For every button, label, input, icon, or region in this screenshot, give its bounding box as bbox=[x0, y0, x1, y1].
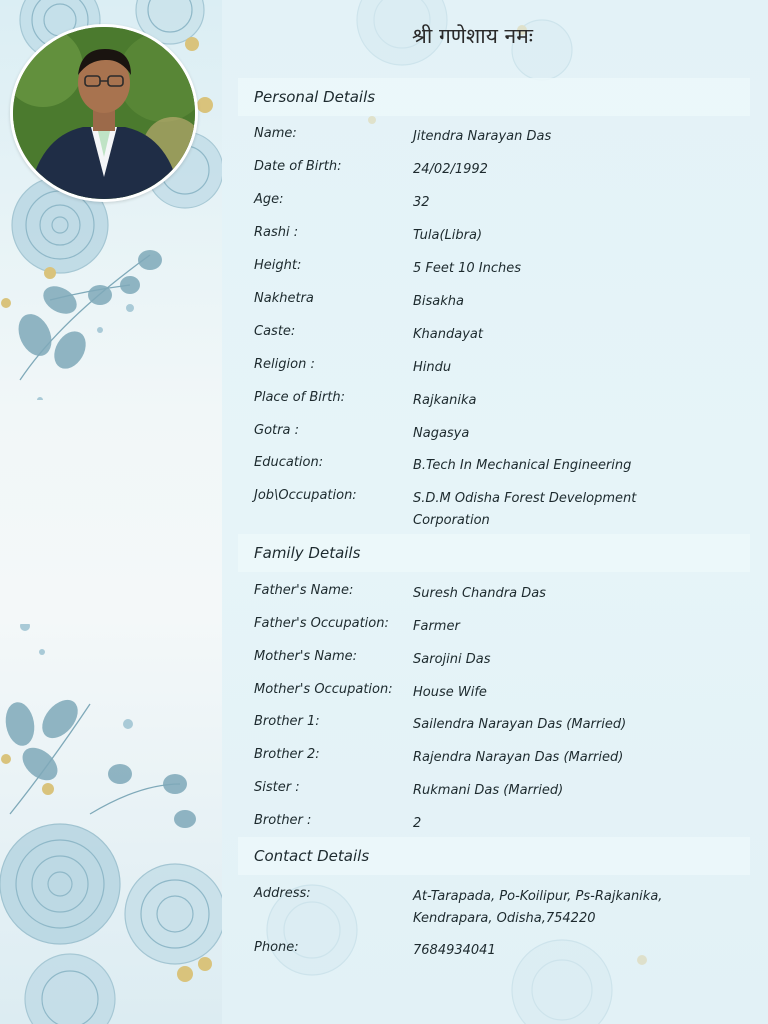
section-header-family: Family Details bbox=[238, 534, 750, 572]
row-value: 24/02/1992 bbox=[413, 162, 488, 177]
floral-sidebar bbox=[0, 0, 222, 1024]
row-label: Brother : bbox=[254, 813, 312, 828]
row-label: Brother 2: bbox=[254, 747, 320, 762]
person-photo-icon bbox=[13, 27, 195, 199]
row-label: Brother 1: bbox=[254, 714, 320, 729]
row-value: At-Tarapada, Po-Koilipur, Ps-Rajkanika, Kendrapara, Odisha,754220 bbox=[413, 889, 663, 926]
section-header-contact: Contact Details bbox=[238, 837, 750, 875]
row-value: Jitendra Narayan Das bbox=[413, 129, 552, 144]
row-label: Height: bbox=[254, 258, 302, 273]
row-value: 7684934041 bbox=[413, 943, 496, 958]
floral-decoration-bottom bbox=[0, 624, 222, 1024]
row-value: Rukmani Das (Married) bbox=[413, 783, 564, 798]
page-heading: श्री गणेशाय नमः bbox=[412, 24, 534, 48]
row-label: Gotra : bbox=[254, 423, 299, 438]
row-value: Rajendra Narayan Das (Married) bbox=[413, 750, 624, 765]
row-label: Caste: bbox=[254, 324, 296, 339]
section-header-personal: Personal Details bbox=[238, 78, 750, 116]
profile-photo bbox=[10, 24, 198, 202]
row-label: Phone: bbox=[254, 940, 299, 955]
row-value: 5 Feet 10 Inches bbox=[413, 261, 522, 276]
row-value: B.Tech In Mechanical Engineering bbox=[413, 458, 632, 473]
row-value: Suresh Chandra Das bbox=[413, 586, 546, 601]
row-value: S.D.M Odisha Forest Development Corporation bbox=[413, 491, 637, 528]
row-value: Sailendra Narayan Das (Married) bbox=[413, 717, 627, 732]
row-value: Sarojini Das bbox=[413, 652, 491, 667]
row-value: House Wife bbox=[413, 685, 487, 700]
row-label: Sister : bbox=[254, 780, 300, 795]
row-label: Date of Birth: bbox=[254, 159, 342, 174]
row-value: 2 bbox=[413, 816, 422, 831]
row-value: Khandayat bbox=[413, 327, 483, 342]
row-value: 32 bbox=[413, 195, 430, 210]
row-value: Nagasya bbox=[413, 426, 470, 441]
row-label: Nakhetra bbox=[254, 291, 314, 306]
row-value: Tula(Libra) bbox=[413, 228, 483, 243]
row-label: Father's Name: bbox=[254, 583, 354, 598]
row-label: Father's Occupation: bbox=[254, 616, 389, 631]
row-value: Farmer bbox=[413, 619, 460, 634]
row-label: Job\Occupation: bbox=[254, 488, 357, 503]
row-label: Name: bbox=[254, 126, 297, 141]
row-label: Rashi : bbox=[254, 225, 299, 240]
row-label: Education: bbox=[254, 455, 324, 470]
row-value: Hindu bbox=[413, 360, 452, 375]
row-value: Rajkanika bbox=[413, 393, 477, 408]
row-value: Bisakha bbox=[413, 294, 465, 309]
row-label: Place of Birth: bbox=[254, 390, 345, 405]
row-label: Age: bbox=[254, 192, 284, 207]
row-label: Religion : bbox=[254, 357, 315, 372]
row-label: Address: bbox=[254, 886, 311, 901]
row-label: Mother's Name: bbox=[254, 649, 358, 664]
row-label: Mother's Occupation: bbox=[254, 682, 393, 697]
